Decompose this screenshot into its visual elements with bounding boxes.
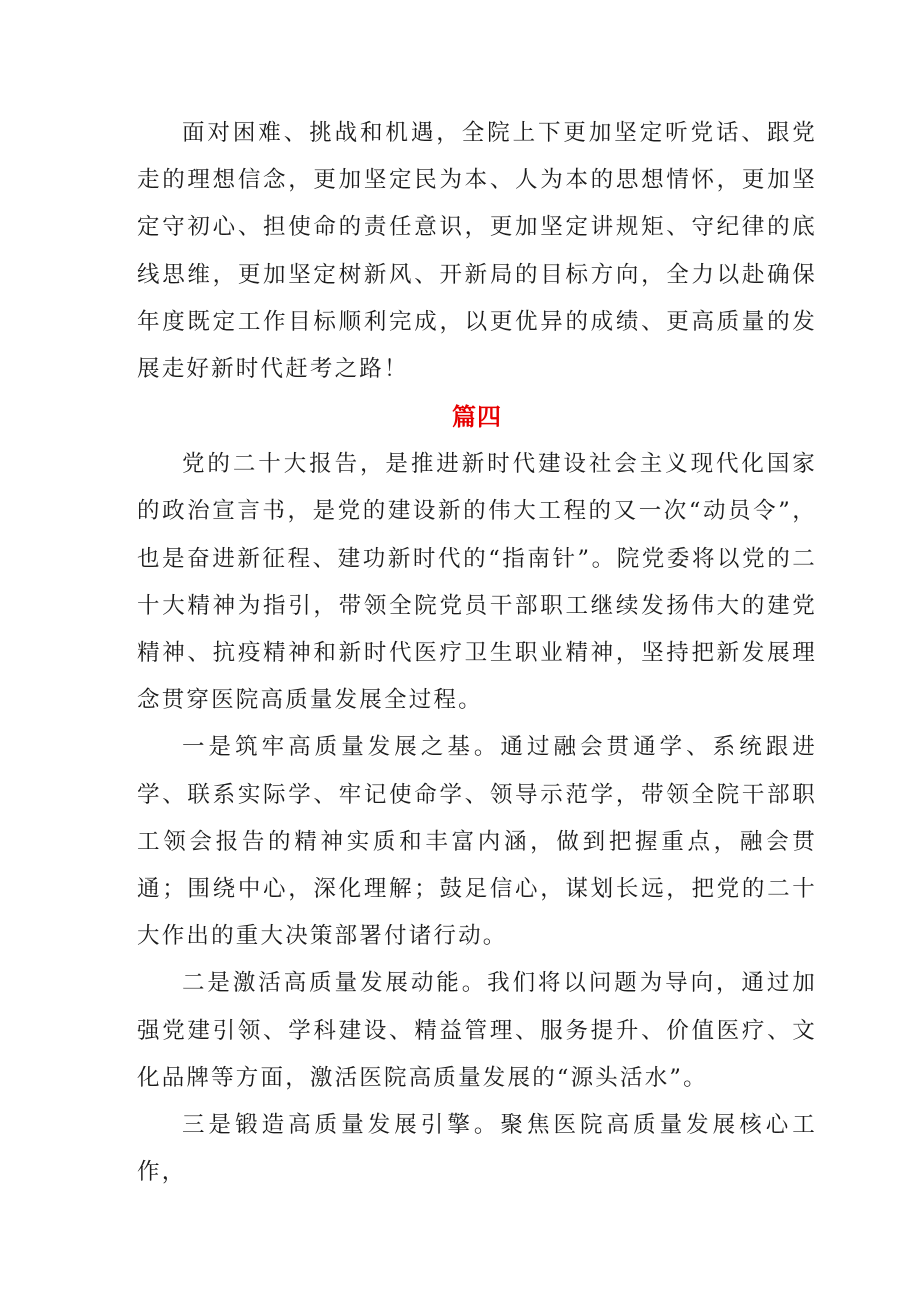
paragraph-point-three: 三是锻造高质量发展引擎。聚焦医院高质量发展核心工作， (137, 1112, 817, 1186)
paragraph-report-intro: 党的二十大报告，是推进新时代建设社会主义现代化国家的政治宣言书，是党的建设新的伟大工程的又一次“动员令”，也是奋进新征程、建功新时代的“指南针”。院党委将以党的二十大精神为指引，带领全院党员干部职工继续发扬伟大的建党精神、抗疫精神和新时代医疗卫生职业精神，坚持把新发展理念贯穿医院高质量发展全过程。 (137, 451, 817, 714)
paragraph-point-one: 一是筑牢高质量发展之基。通过融会贯通学、系统跟进学、联系实际学、牢记使命学、领导示范学，带领全院干部职工领会报告的精神实质和丰富内涵，做到把握重点，融会贯通；围绕中心，深化理解；鼓足信心，谋划长远，把党的二十大作出的重大决策部署付诸行动。 (137, 734, 817, 950)
section-heading-part-four: 篇四 (452, 403, 502, 432)
paragraph-closing-summary: 面对困难、挑战和机遇，全院上下更加坚定听党话、跟党走的理想信念，更加坚定民为本、人为本的思想情怀，更加坚定守初心、担使命的责任意识，更加坚定讲规矩、守纪律的底线思维，更加坚定树新风、开新局的目标方向，全力以赴确保年度既定工作目标顺利完成，以更优异的成绩、更高质量的发展走好新时代赶考之路！ (137, 120, 817, 383)
document-body (137, 110, 817, 1196)
paragraph-point-two: 二是激活高质量发展动能。我们将以问题为导向，通过加强党建引领、学科建设、精益管理、服务提升、价值医疗、文化品牌等方面，激活医院高质量发展的“源头活水”。 (137, 970, 817, 1091)
